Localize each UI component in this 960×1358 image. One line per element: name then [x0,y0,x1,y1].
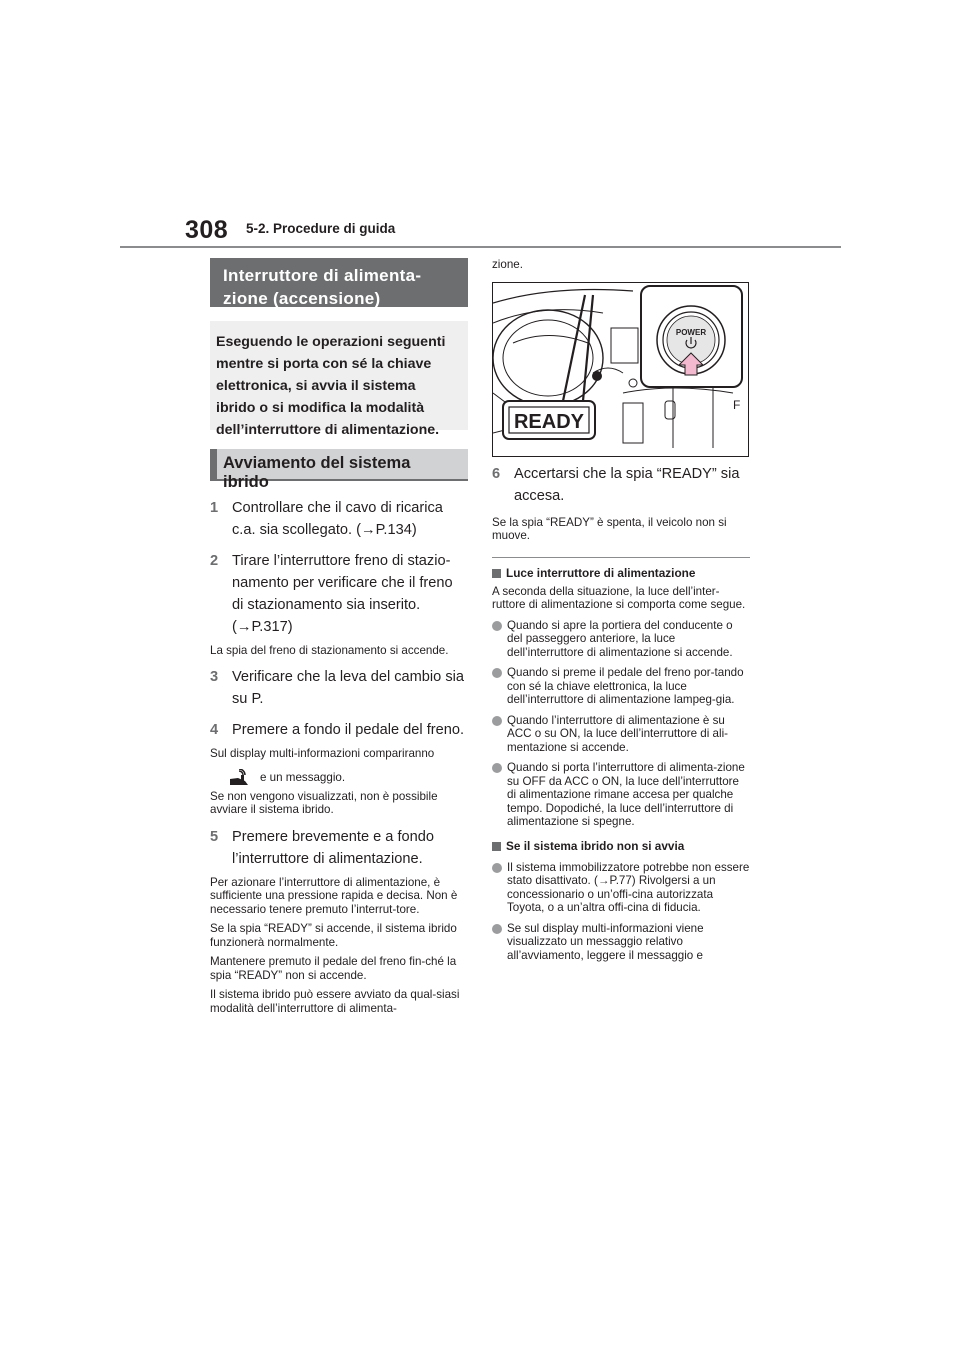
list-item-text: Quando l’interruttore di alimentazione è su ACC o su ON, la luce dell’interruttore di ali-mentazione si accende. [507,713,729,754]
step-6-note: Se la spia “READY” è spenta, il veicolo non si muove. [492,515,727,542]
step-2-note: La spia del freno di stazionamento si accende. [210,643,449,657]
power-light-title: Luce interruttore di alimentazione [506,565,696,580]
step-number: 1 [210,499,219,516]
round-bullet-icon [492,863,502,873]
step-5-note: Se la spia “READY” si accende, il sistema ibrido funzionerà normalmente. [210,922,457,949]
step-4-note-b: Se non vengono visualizzati, non è possibile avviare il sistema ibrido. [210,789,438,816]
left-column [210,258,468,1015]
step-4 [210,719,468,741]
list-item-text: Quando si apre la portiera del conducente o del passeggero anteriore, la luce dell’interruttore di alimentazione si accende. [507,618,733,659]
list-item [492,761,750,829]
dashboard-drawing [493,283,748,456]
continued-text: zione. [492,258,523,271]
round-bullet-icon [492,924,502,934]
step-text: Premere a fondo il pedale del freno. [232,722,465,738]
subsection-title [210,448,468,491]
no-start-heading [492,839,750,854]
step-2 [210,550,468,638]
round-bullet-icon [492,668,502,678]
ready-label: READY [513,410,585,433]
page-number: 308 [185,216,229,244]
round-bullet-icon [492,716,502,726]
section-reference: 5-2. Procedure di guida [246,221,396,236]
step-number: 4 [210,722,219,738]
step-4-icon-text: e un messaggio. [260,770,346,784]
gear-label: F [733,397,741,412]
step-text: Tirare l’interruttore freno di stazio-namento per verificare che il freno di stazionamento sia inserito. (→P.317) [232,552,453,635]
subsection-title-text: Avviamento del sistema ibrido [210,449,468,479]
step-5-note: Per azionare l’interruttore di alimentazione, è sufficiente una pressione rapida e decisa. Non è necessario tenere premuto l’interrut-tore. [210,875,458,916]
step-text: Verificare che la leva del cambio sia su P. [232,669,464,707]
list-item-text: Quando si preme il pedale del freno por-tando con sé la chiave elettronica, la luce dell’interruttore di alimentazione lampeg-gia. [507,666,744,706]
step-1 [210,497,468,541]
list-item-text: Se sul display multi-informazioni viene visualizzato un messaggio relativo all’avviamento, leggere il messaggio e [507,921,704,962]
section-title-line2: zione (accensione) [223,289,381,308]
section-title-box [210,258,468,307]
list-item [492,861,750,915]
round-bullet-icon [492,621,502,631]
step-text: Accertarsi che la spia “READY” sia accesa. [514,465,740,504]
list-item [492,666,750,707]
header-rule [120,246,841,248]
list-item [492,619,750,660]
step-5 [210,826,468,870]
step-4-icon-line [210,769,468,787]
power-switch-illustration [492,282,749,457]
step-3 [210,666,468,710]
step-number: 3 [210,669,219,685]
step-number: 6 [492,465,501,482]
intro-box [210,321,468,438]
square-bullet-icon [492,569,501,578]
power-light-intro: A seconda della situazione, la luce dell’inter-ruttore di alimentazione si comporta come segue. [492,584,746,611]
step-5-note: Il sistema ibrido può essere avviato da qual-siasi modalità dell’interruttore di alimenta- [210,988,460,1015]
round-bullet-icon [492,763,502,773]
step-text: Premere brevemente e a fondo l’interruttore di alimentazione. [232,828,434,867]
section-title-line1: Interruttore di alimenta- [223,266,422,285]
no-start-title: Se il sistema ibrido non si avvia [506,838,685,853]
power-label: POWER [675,327,707,337]
step-5-note: Mantenere premuto il pedale del freno fin-ché la spia “READY” non si accende. [210,955,457,982]
power-light-heading [492,566,750,581]
brake-pedal-indicator-icon [228,769,250,787]
right-column [492,258,750,962]
list-item-text: Il sistema immobilizzatore potrebbe non essere stato disattivato. (→P.77) Rivolgersi a un concessionario o un’offi-cina autorizzata Toyota, o a un’altra offi-cina di fiducia. [507,860,750,914]
list-item [492,714,750,755]
list-item [492,922,750,963]
section-separator [492,557,750,558]
step-4-note-a: Sul display multi-informazioni compariranno [210,747,435,760]
step-number: 5 [210,828,219,845]
step-text: Controllare che il cavo di ricarica c.a. sia scollegato. (→P.134) [232,499,443,538]
intro-text: Eseguendo le operazioni seguenti mentre si porta con sé la chiave elettronica, si avvia il sistema ibrido o si modifica la modalità dell’interruttore di alimentazione. [216,334,446,438]
steps-list [210,497,468,1016]
step-number: 2 [210,552,219,569]
square-bullet-icon [492,842,501,851]
list-item-text: Quando si porta l’interruttore di alimenta-zione su OFF da ACC o ON, la luce dell’interruttore di alimentazione rimane accesa per qualche tempo. Dopodiché, la luce dell’interruttore di alimentazione si spegne. [507,761,745,828]
step-6 [492,463,750,507]
